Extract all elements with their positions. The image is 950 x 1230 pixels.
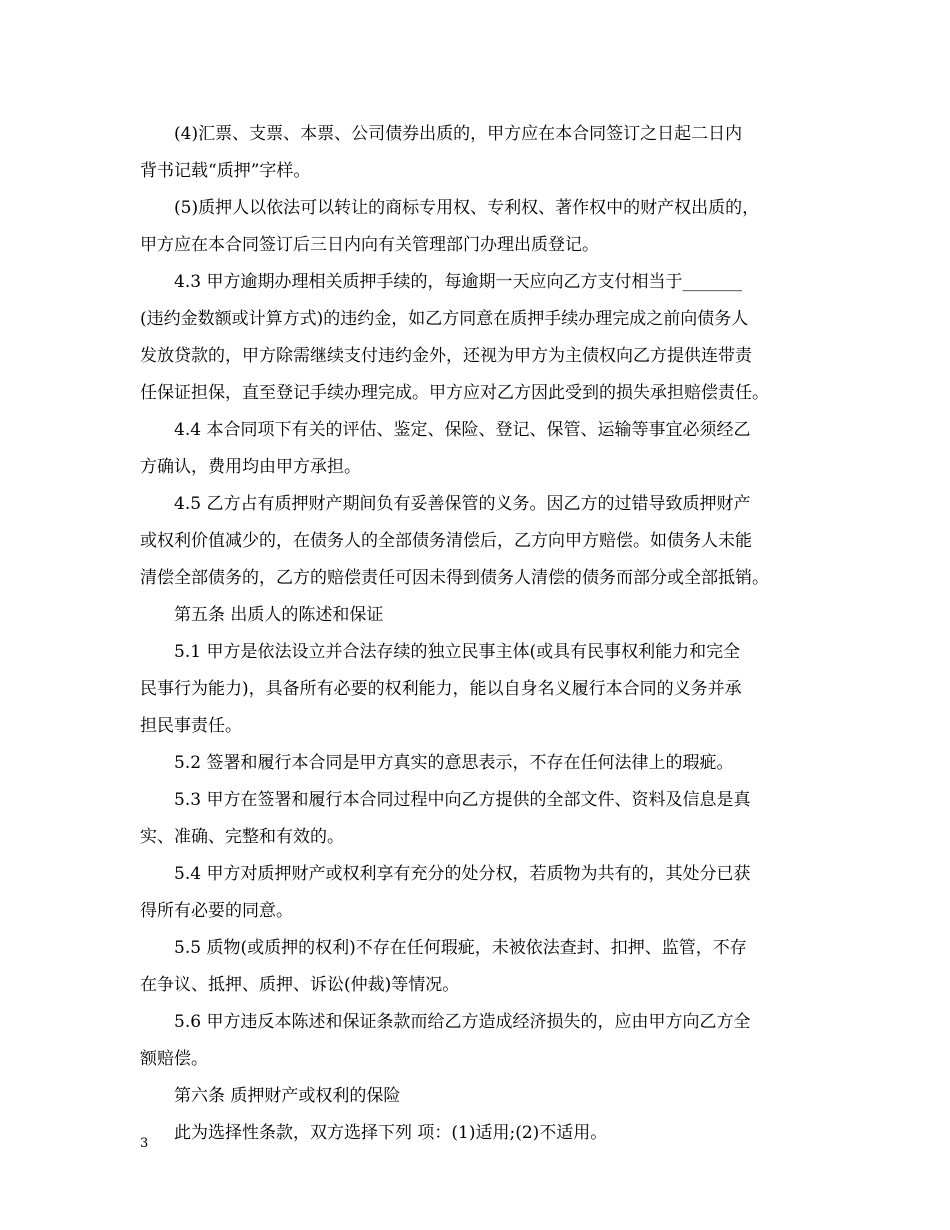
paragraph-line: 5.4 甲方对质押财产或权利享有充分的处分权，若质物为共有的，其处分已获 <box>174 864 751 884</box>
paragraph-line: 背书记载“质押”字样。 <box>140 161 311 181</box>
paragraph-line: 在争议、抵押、质押、诉讼(仲裁)等情况。 <box>140 975 460 995</box>
section-heading: 第六条 质押财产或权利的保险 <box>174 1086 401 1106</box>
page-number: 3 <box>140 1136 149 1151</box>
paragraph-line: 实、准确、完整和有效的。 <box>140 827 344 847</box>
clause-5-6 <box>140 1004 815 1078</box>
paragraph-line: 得所有必要的同意。 <box>140 901 293 921</box>
paragraph-line: 此为选择性条款，双方选择下列 项：(1)适用;(2)不适用。 <box>174 1123 608 1143</box>
clause-5-1 <box>140 634 815 745</box>
paragraph-line: 5.6 甲方违反本陈述和保证条款而给乙方造成经济损失的，应由甲方向乙方全 <box>174 1012 751 1032</box>
paragraph-line: (4)汇票、支票、本票、公司债券出质的，甲方应在本合同签订之日起二日内 <box>174 124 743 144</box>
paragraph-4-5-ip-rights <box>140 190 815 264</box>
paragraph-line: 4.5 乙方占有质押财产期间负有妥善保管的义务。因乙方的过错导致质押财产 <box>174 494 751 514</box>
paragraph-line: 发放贷款的，甲方除需继续支付违约金外，还视为甲方为主债权向乙方提供连带责 <box>140 346 752 366</box>
paragraph-line: 民事行为能力)，具备所有必要的权利能力，能以自身名义履行本合同的义务并承 <box>140 679 742 699</box>
clause-4-4 <box>140 412 815 486</box>
paragraph-line: 4.4 本合同项下有关的评估、鉴定、保险、登记、保管、运输等事宜必须经乙 <box>174 420 751 440</box>
paragraph-line: 4.3 甲方逾期办理相关质押手续的，每逾期一天应向乙方支付相当于_______ <box>174 272 742 292</box>
clause-5-5 <box>140 930 815 1004</box>
clause-5-4 <box>140 856 815 930</box>
paragraph-line: 5.1 甲方是依法设立并合法存续的独立民事主体(或具有民事权利能力和完全 <box>174 642 741 662</box>
paragraph-line: 任保证担保，直至登记手续办理完成。甲方应对乙方因此受到的损失承担赔偿责任。 <box>140 383 769 403</box>
clause-4-3 <box>140 264 815 412</box>
paragraph-line: 5.2 签署和履行本合同是甲方真实的意思表示，不存在任何法律上的瑕疵。 <box>174 753 734 773</box>
section-heading: 第五条 出质人的陈述和保证 <box>174 605 384 625</box>
paragraph-line: 担民事责任。 <box>140 716 242 736</box>
clause-5-2 <box>140 745 815 782</box>
paragraph-line: 5.5 质物(或质押的权利)不存在任何瑕疵，未被依法查封、扣押、监管，不存 <box>174 938 747 958</box>
paragraph-line: 额赔偿。 <box>140 1049 208 1069</box>
paragraph-line: (5)质押人以依法可以转让的商标专用权、专利权、著作权中的财产权出质的， <box>174 198 760 218</box>
article-5-heading <box>140 597 815 634</box>
paragraph-line: 甲方应在本合同签订后三日内向有关管理部门办理出质登记。 <box>140 235 599 255</box>
paragraph-line: 清偿全部债务的，乙方的赔偿责任可因未得到债务人清偿的债务而部分或全部抵销。 <box>140 568 769 588</box>
article-6-option <box>140 1115 815 1152</box>
paragraph-line: 5.3 甲方在签署和履行本合同过程中向乙方提供的全部文件、资料及信息是真 <box>174 790 751 810</box>
paragraph-line: 方确认，费用均由甲方承担。 <box>140 457 361 477</box>
paragraph-line: 或权利价值减少的，在债务人的全部债务清偿后，乙方向甲方赔偿。如债务人未能 <box>140 531 752 551</box>
paragraph-4-4-negotiable-instruments <box>140 116 815 190</box>
clause-5-3 <box>140 782 815 856</box>
article-6-heading <box>140 1078 815 1115</box>
clause-4-5 <box>140 486 815 597</box>
document-body <box>140 116 815 1152</box>
paragraph-line: (违约金数额或计算方式)的违约金，如乙方同意在质押手续办理完成之前向债务人 <box>140 309 749 329</box>
